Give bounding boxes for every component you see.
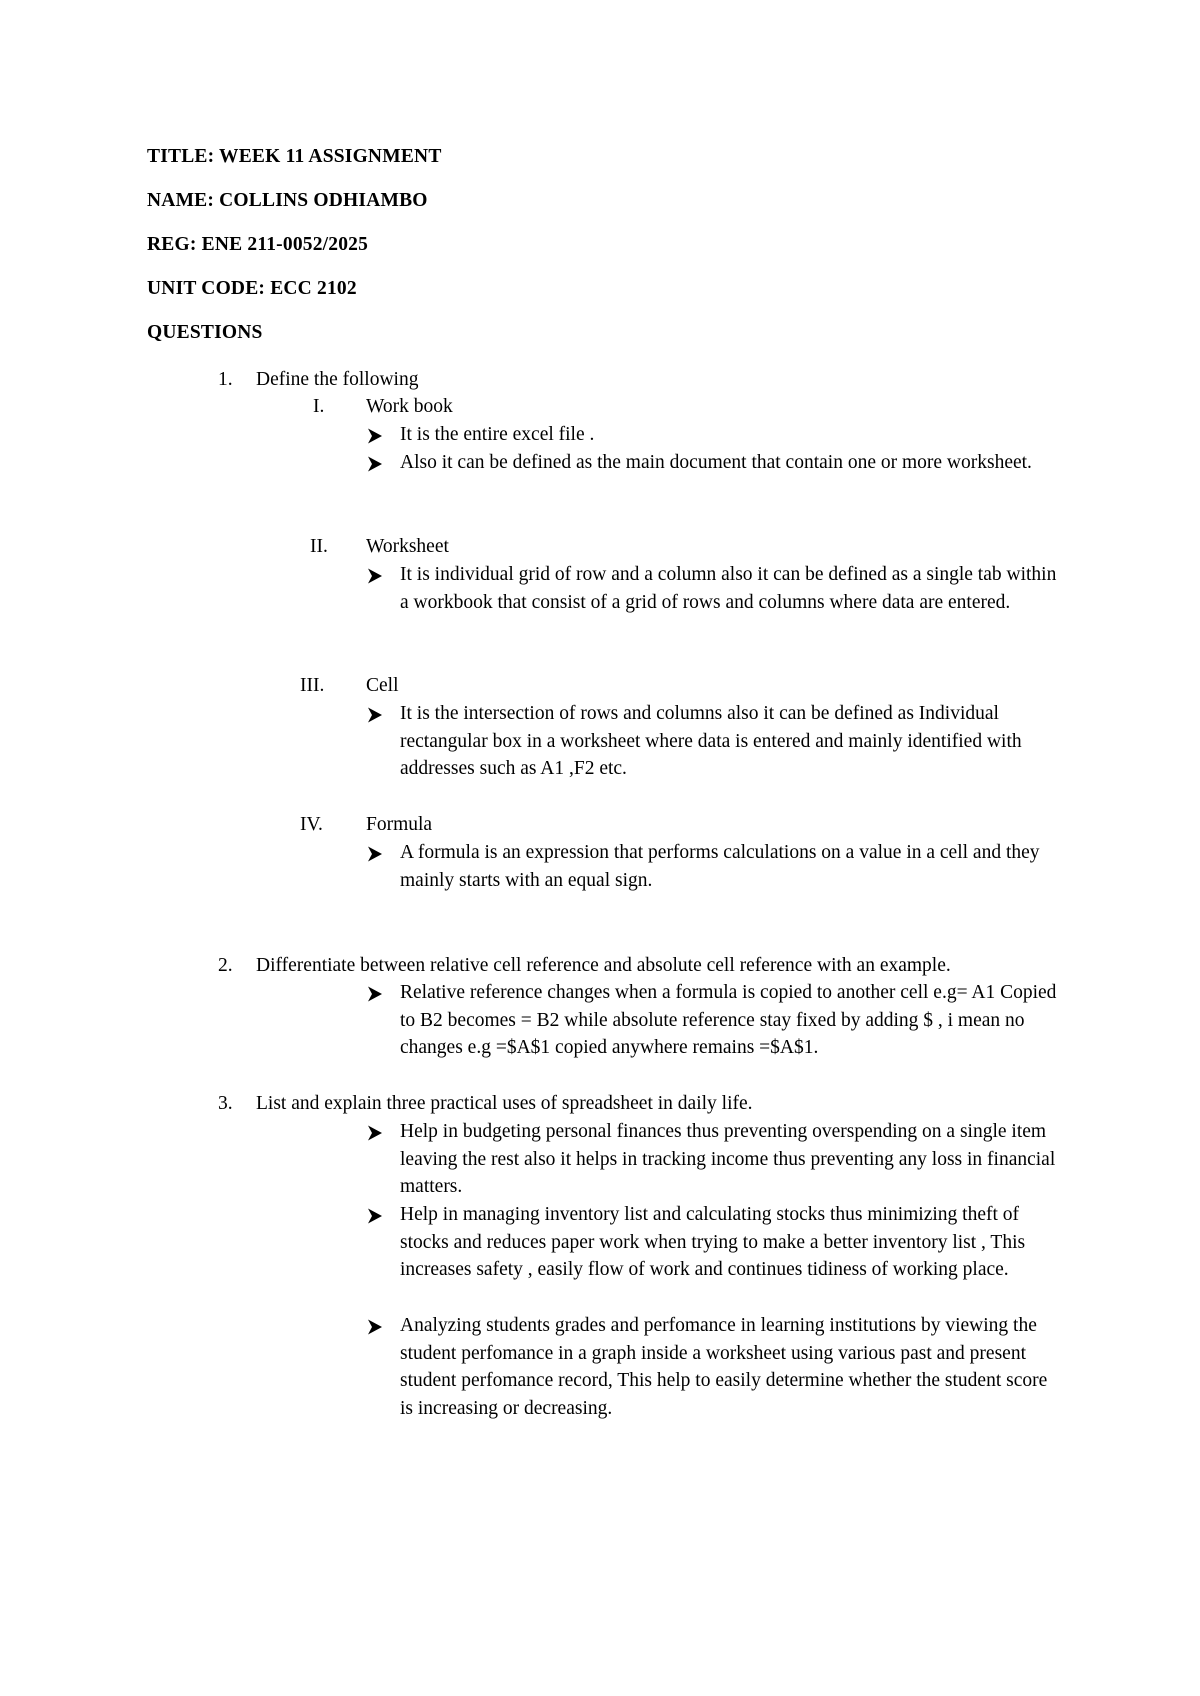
q1-text: Define the following [256,369,419,390]
arrow-bullet-icon [366,1124,386,1144]
arrow-bullet-icon [366,1318,386,1338]
q1-term-2-bullet-1: It is individual grid of row and a column also it can be defined as a single tab within a workbook that consist of a grid of rows and columns where data are entered. [400,564,1057,613]
q3-bullet-3: Analyzing students grades and perfomance in learning institutions by viewing the student perfomance in a graph inside a worksheet using various past and present student perfomance record, This help to easily determine whether the student score is increasing or decreasing. [400,1315,1048,1420]
student-name: NAME: COLLINS ODHIAMBO [147,190,428,211]
q2-number: 2. [218,955,233,976]
q1-term-3-label: Cell [366,675,399,696]
q1-term-4-numeral: IV. [300,814,323,835]
q1-term-1-numeral: I. [313,396,325,417]
arrow-bullet-icon [366,706,386,726]
arrow-bullet-icon [366,1207,386,1227]
q1-term-4-label: Formula [366,814,433,835]
q1-term-2-numeral: II. [310,536,328,557]
registration-number: REG: ENE 211-0052/2025 [147,234,369,255]
q1-term-3-numeral: III. [300,675,325,696]
arrow-bullet-icon [366,567,386,587]
q3-text: List and explain three practical uses of spreadsheet in daily life. [256,1093,753,1114]
unit-code: UNIT CODE: ECC 2102 [147,278,357,299]
q1-term-1-bullet-1: It is the entire excel file . [400,424,595,445]
arrow-bullet-icon [366,455,386,475]
q1-term-1-bullet-2: Also it can be defined as the main document that contain one or more worksheet. [400,452,1032,473]
q2-bullet-1: Relative reference changes when a formula is copied to another cell e.g= A1 Copied to B2 becomes = B2 while absolute reference stay fixed by adding $ , i mean no changes e.g =$A$1 copied anywhere remains =$A$1. [400,982,1057,1059]
arrow-bullet-icon [366,845,386,865]
document-title: TITLE: WEEK 11 ASSIGNMENT [147,146,442,167]
q1-term-1-label: Work book [366,396,453,417]
q2-text: Differentiate between relative cell reference and absolute cell reference with an example. [256,955,951,976]
questions-heading: QUESTIONS [147,322,263,343]
arrow-bullet-icon [366,985,386,1005]
q3-bullet-1: Help in budgeting personal finances thus preventing overspending on a single item leaving the rest also it helps in tracking income thus preventing any loss in financial matters. [400,1121,1056,1198]
q1-term-4-bullet-1: A formula is an expression that performs calculations on a value in a cell and they mainly starts with an equal sign. [400,842,1040,891]
q3-number: 3. [218,1093,233,1114]
q1-number: 1. [218,369,233,390]
q1-term-2-label: Worksheet [366,536,449,557]
q1-term-3-bullet-1: It is the intersection of rows and columns also it can be defined as Individual rectangular box in a worksheet where data is entered and mainly identified with addresses such as A1 ,F2 etc. [400,703,1022,780]
arrow-bullet-icon [366,427,386,447]
q3-bullet-2: Help in managing inventory list and calculating stocks thus minimizing theft of stocks and reduces paper work when trying to make a better inventory list , This increases safety , easily flow of work and continues tidiness of working place. [400,1204,1026,1281]
